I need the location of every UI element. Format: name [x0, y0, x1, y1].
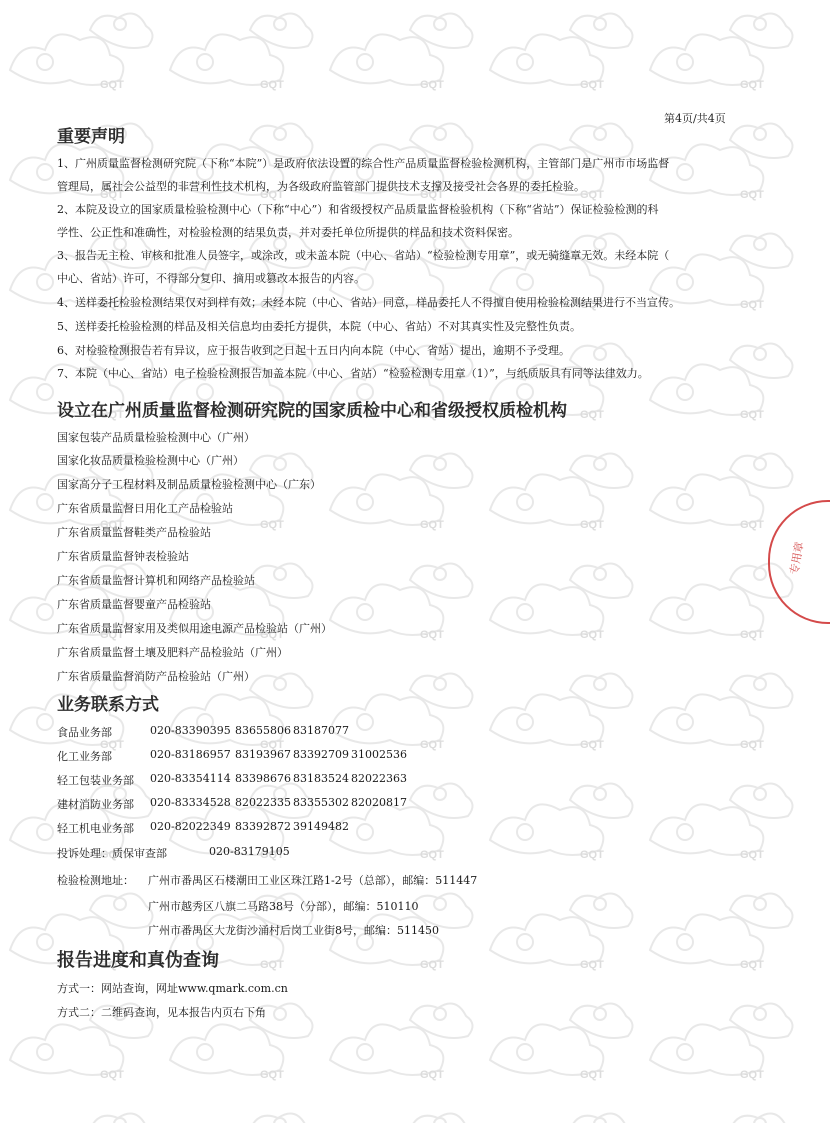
declaration-line: 3、报告无主检、审核和批准人员签字，或涂改，或未盖本院（中心、省站）“检验检测专用章”，或无骑缝章无效。未经本院（	[57, 249, 670, 262]
declaration-line: 7、本院（中心、省站）电子检验检测报告加盖本院（中心、省站）“检验检测专用章（1）”，与纸质版具有同等法律效力。	[57, 367, 649, 380]
declaration-line: 管理局，属社会公益型的非营利性技术机构，为各级政府监管部门提供技术支撑及接受社会各界的委托检验。	[57, 180, 585, 193]
contacts-title: 业务联系方式	[57, 695, 159, 715]
address-label: 检验检测地址：	[57, 874, 134, 887]
phone-number: 83392872	[235, 820, 291, 833]
institution-item: 广东省质量监督消防产品检验站（广州）	[57, 670, 255, 683]
phone-number: 83183524	[293, 772, 349, 785]
institution-item: 国家高分子工程材料及制品质量检验检测中心（广东）	[57, 478, 321, 491]
institution-item: 广东省质量监督钟表检验站	[57, 550, 189, 563]
phone-number: 82020817	[351, 796, 407, 809]
department-name: 食品业务部	[57, 726, 112, 739]
department-name: 轻工机电业务部	[57, 822, 134, 835]
declaration-line: 1、广州质量监督检测研究院（下称“本院”）是政府依法设置的综合性产品质量监督检验检测机构，主管部门是广州市市场监督	[57, 157, 670, 170]
phone-number: 39149482	[293, 820, 349, 833]
phone-number: 31002536	[351, 748, 407, 761]
declaration-line: 中心、省站）许可，不得部分复印、摘用或篡改本报告的内容。	[57, 272, 365, 285]
institution-item: 广东省质量监督日用化工产品检验站	[57, 502, 233, 515]
query-title: 报告进度和真伪查询	[57, 950, 219, 971]
institutions-title: 设立在广州质量监督检测研究院的国家质检中心和省级授权质检机构	[57, 401, 567, 421]
department-name: 建材消防业务部	[57, 798, 134, 811]
institution-item: 国家包装产品质量检验检测中心（广州）	[57, 431, 255, 444]
institution-item: 国家化妆品质量检验检测中心（广州）	[57, 454, 244, 467]
phone-number: 020-83186957	[150, 748, 231, 761]
complaint-label: 投诉处理：质保审查部	[57, 847, 167, 860]
complaint-phone: 020-83179105	[209, 845, 290, 858]
phone-number: 82022335	[235, 796, 291, 809]
institution-item: 广东省质量监督鞋类产品检验站	[57, 526, 211, 539]
page-number: 第4页/共4页	[664, 112, 726, 125]
phone-number: 83193967	[235, 748, 291, 761]
declaration-line: 6、对检验检测报告若有异议，应于报告收到之日起十五日内向本院（中心、省站）提出，逾期不予受理。	[57, 344, 570, 357]
query-method: 方式二：二维码查询，见本报告内页右下角	[57, 1006, 266, 1019]
address-line: 广州市越秀区八旗二马路38号（分部），邮编：510110	[148, 900, 419, 913]
institution-item: 广东省质量监督婴童产品检验站	[57, 598, 211, 611]
declaration-line: 2、本院及设立的国家质量检验检测中心（下称“中心”）和省级授权产品质量监督检验机构（下称“省站”）保证检验检测的科	[57, 203, 659, 216]
query-method: 方式一：网站查询，网址www.qmark.com.cn	[57, 982, 288, 995]
phone-number: 83187077	[293, 724, 349, 737]
address-line: 广州市番禺区大龙街沙涌村后岗工业街8号，邮编：511450	[148, 924, 439, 937]
phone-number: 83398676	[235, 772, 291, 785]
institution-item: 广东省质量监督计算机和网络产品检验站	[57, 574, 255, 587]
phone-number: 020-82022349	[150, 820, 231, 833]
phone-number: 020-83334528	[150, 796, 231, 809]
institution-item: 广东省质量监督家用及类似用途电源产品检验站（广州）	[57, 622, 332, 635]
institution-item: 广东省质量监督土壤及肥料产品检验站（广州）	[57, 646, 288, 659]
address-line: 广州市番禺区石楼潮田工业区珠江路1-2号（总部），邮编：511447	[148, 874, 478, 887]
declaration-title: 重要声明	[57, 127, 125, 147]
department-name: 化工业务部	[57, 750, 112, 763]
phone-number: 83655806	[235, 724, 291, 737]
phone-number: 83355302	[293, 796, 349, 809]
declaration-line: 5、送样委托检验检测的样品及相关信息均由委托方提供，本院（中心、省站）不对其真实性及完整性负责。	[57, 320, 581, 333]
declaration-line: 学性、公正性和准确性，对检验检测的结果负责，并对委托单位所提供的样品和技术资料保密。	[57, 226, 519, 239]
phone-number: 020-83354114	[150, 772, 231, 785]
department-name: 轻工包装业务部	[57, 774, 134, 787]
phone-number: 82022363	[351, 772, 407, 785]
phone-number: 83392709	[293, 748, 349, 761]
seal-text: 专用章	[787, 540, 807, 576]
declaration-line: 4、送样委托检验检测结果仅对到样有效；未经本院（中心、省站）同意，样品委托人不得擅自使用检验检测结果进行不当宣传。	[57, 296, 680, 309]
phone-number: 020-83390395	[150, 724, 231, 737]
